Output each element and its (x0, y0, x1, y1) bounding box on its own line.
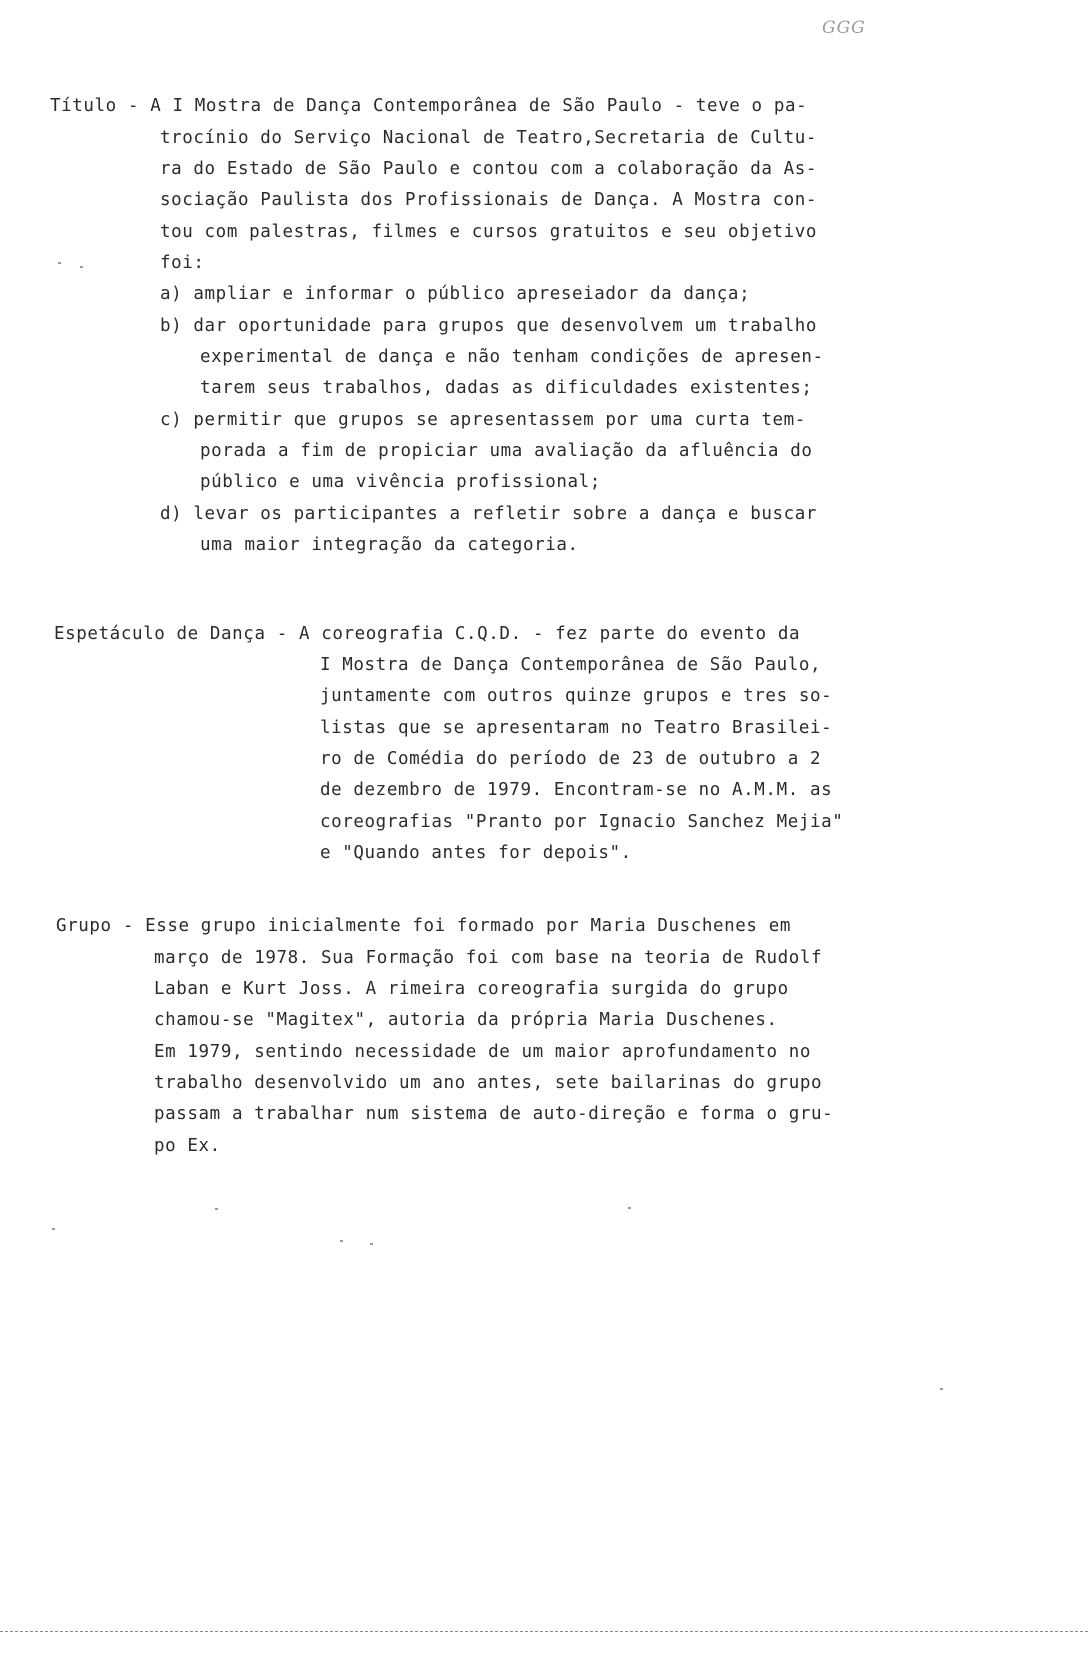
text-line: Grupo - Esse grupo inicialmente foi formado por Maria Duschenes em (56, 916, 791, 936)
list-item-d: d) levar os participantes a refletir sobre a dança e buscar (160, 504, 818, 524)
list-item-c: c) permitir que grupos se apresentassem por uma curta tem- (160, 410, 806, 430)
text-line: de dezembro de 1979. Encontram-se no A.M.M. as (320, 780, 833, 800)
scan-speck (940, 1388, 943, 1390)
text-line: Espetáculo de Dança - A coreografia C.Q.D. - fez parte do evento da (54, 624, 801, 644)
text-line: trabalho desenvolvido um ano antes, sete bailarinas do grupo (154, 1073, 823, 1093)
scan-speck (215, 1208, 218, 1210)
scan-speck (58, 262, 61, 264)
scan-speck (628, 1207, 631, 1209)
text-line: juntamente com outros quinze grupos e tres so- (320, 686, 833, 706)
list-item-a: a) ampliar e informar o público apreseiador da dança; (160, 284, 751, 304)
text-line: Em 1979, sentindo necessidade de um maior aprofundamento no (154, 1042, 812, 1062)
scan-speck (80, 266, 83, 268)
text-line: listas que se apresentaram no Teatro Brasilei- (320, 718, 833, 738)
page-number: GGG (822, 18, 866, 38)
text-line: ro de Comédia do período de 23 de outubro a 2 (320, 749, 822, 769)
text-line: tarem seus trabalhos, dadas as dificuldades existentes; (200, 378, 813, 398)
text-line: ra do Estado de São Paulo e contou com a colaboração da As- (160, 159, 818, 179)
text-line: coreografias "Pranto por Ignacio Sanchez Mejia" (320, 812, 844, 832)
text-line: foi: (160, 253, 205, 273)
scan-speck (340, 1240, 343, 1242)
text-line: março de 1978. Sua Formação foi com base na teoria de Rudolf (154, 948, 823, 968)
text-line: tou com palestras, filmes e cursos gratuitos e seu objetivo (160, 222, 818, 242)
scan-speck (370, 1243, 373, 1245)
list-item-b: b) dar oportunidade para grupos que desenvolvem um trabalho (160, 316, 818, 336)
text-line: passam a trabalhar num sistema de auto-direção e forma o gru- (154, 1104, 834, 1124)
text-line: trocínio do Serviço Nacional de Teatro,Secretaria de Cultu- (160, 128, 818, 148)
text-line: e "Quando antes for depois". (320, 843, 632, 863)
text-line: experimental de dança e não tenham condições de apresen- (200, 347, 824, 367)
text-line: uma maior integração da categoria. (200, 535, 579, 555)
text-line: porada a fim de propiciar uma avaliação da afluência do (200, 441, 813, 461)
text-line: Laban e Kurt Joss. A rimeira coreografia surgida do grupo (154, 979, 789, 999)
text-line: po Ex. (154, 1136, 221, 1156)
text-line: chamou-se "Magitex", autoria da própria Maria Duschenes. (154, 1010, 778, 1030)
scan-speck (52, 1228, 55, 1230)
text-line: Título - A I Mostra de Dança Contemporânea de São Paulo - teve o pa- (50, 96, 808, 116)
text-line: I Mostra de Dança Contemporânea de São Paulo, (320, 655, 822, 675)
text-line: sociação Paulista dos Profissionais de Dança. A Mostra con- (160, 190, 818, 210)
scan-edge-rule (0, 1631, 1088, 1632)
text-line: público e uma vivência profissional; (200, 472, 601, 492)
